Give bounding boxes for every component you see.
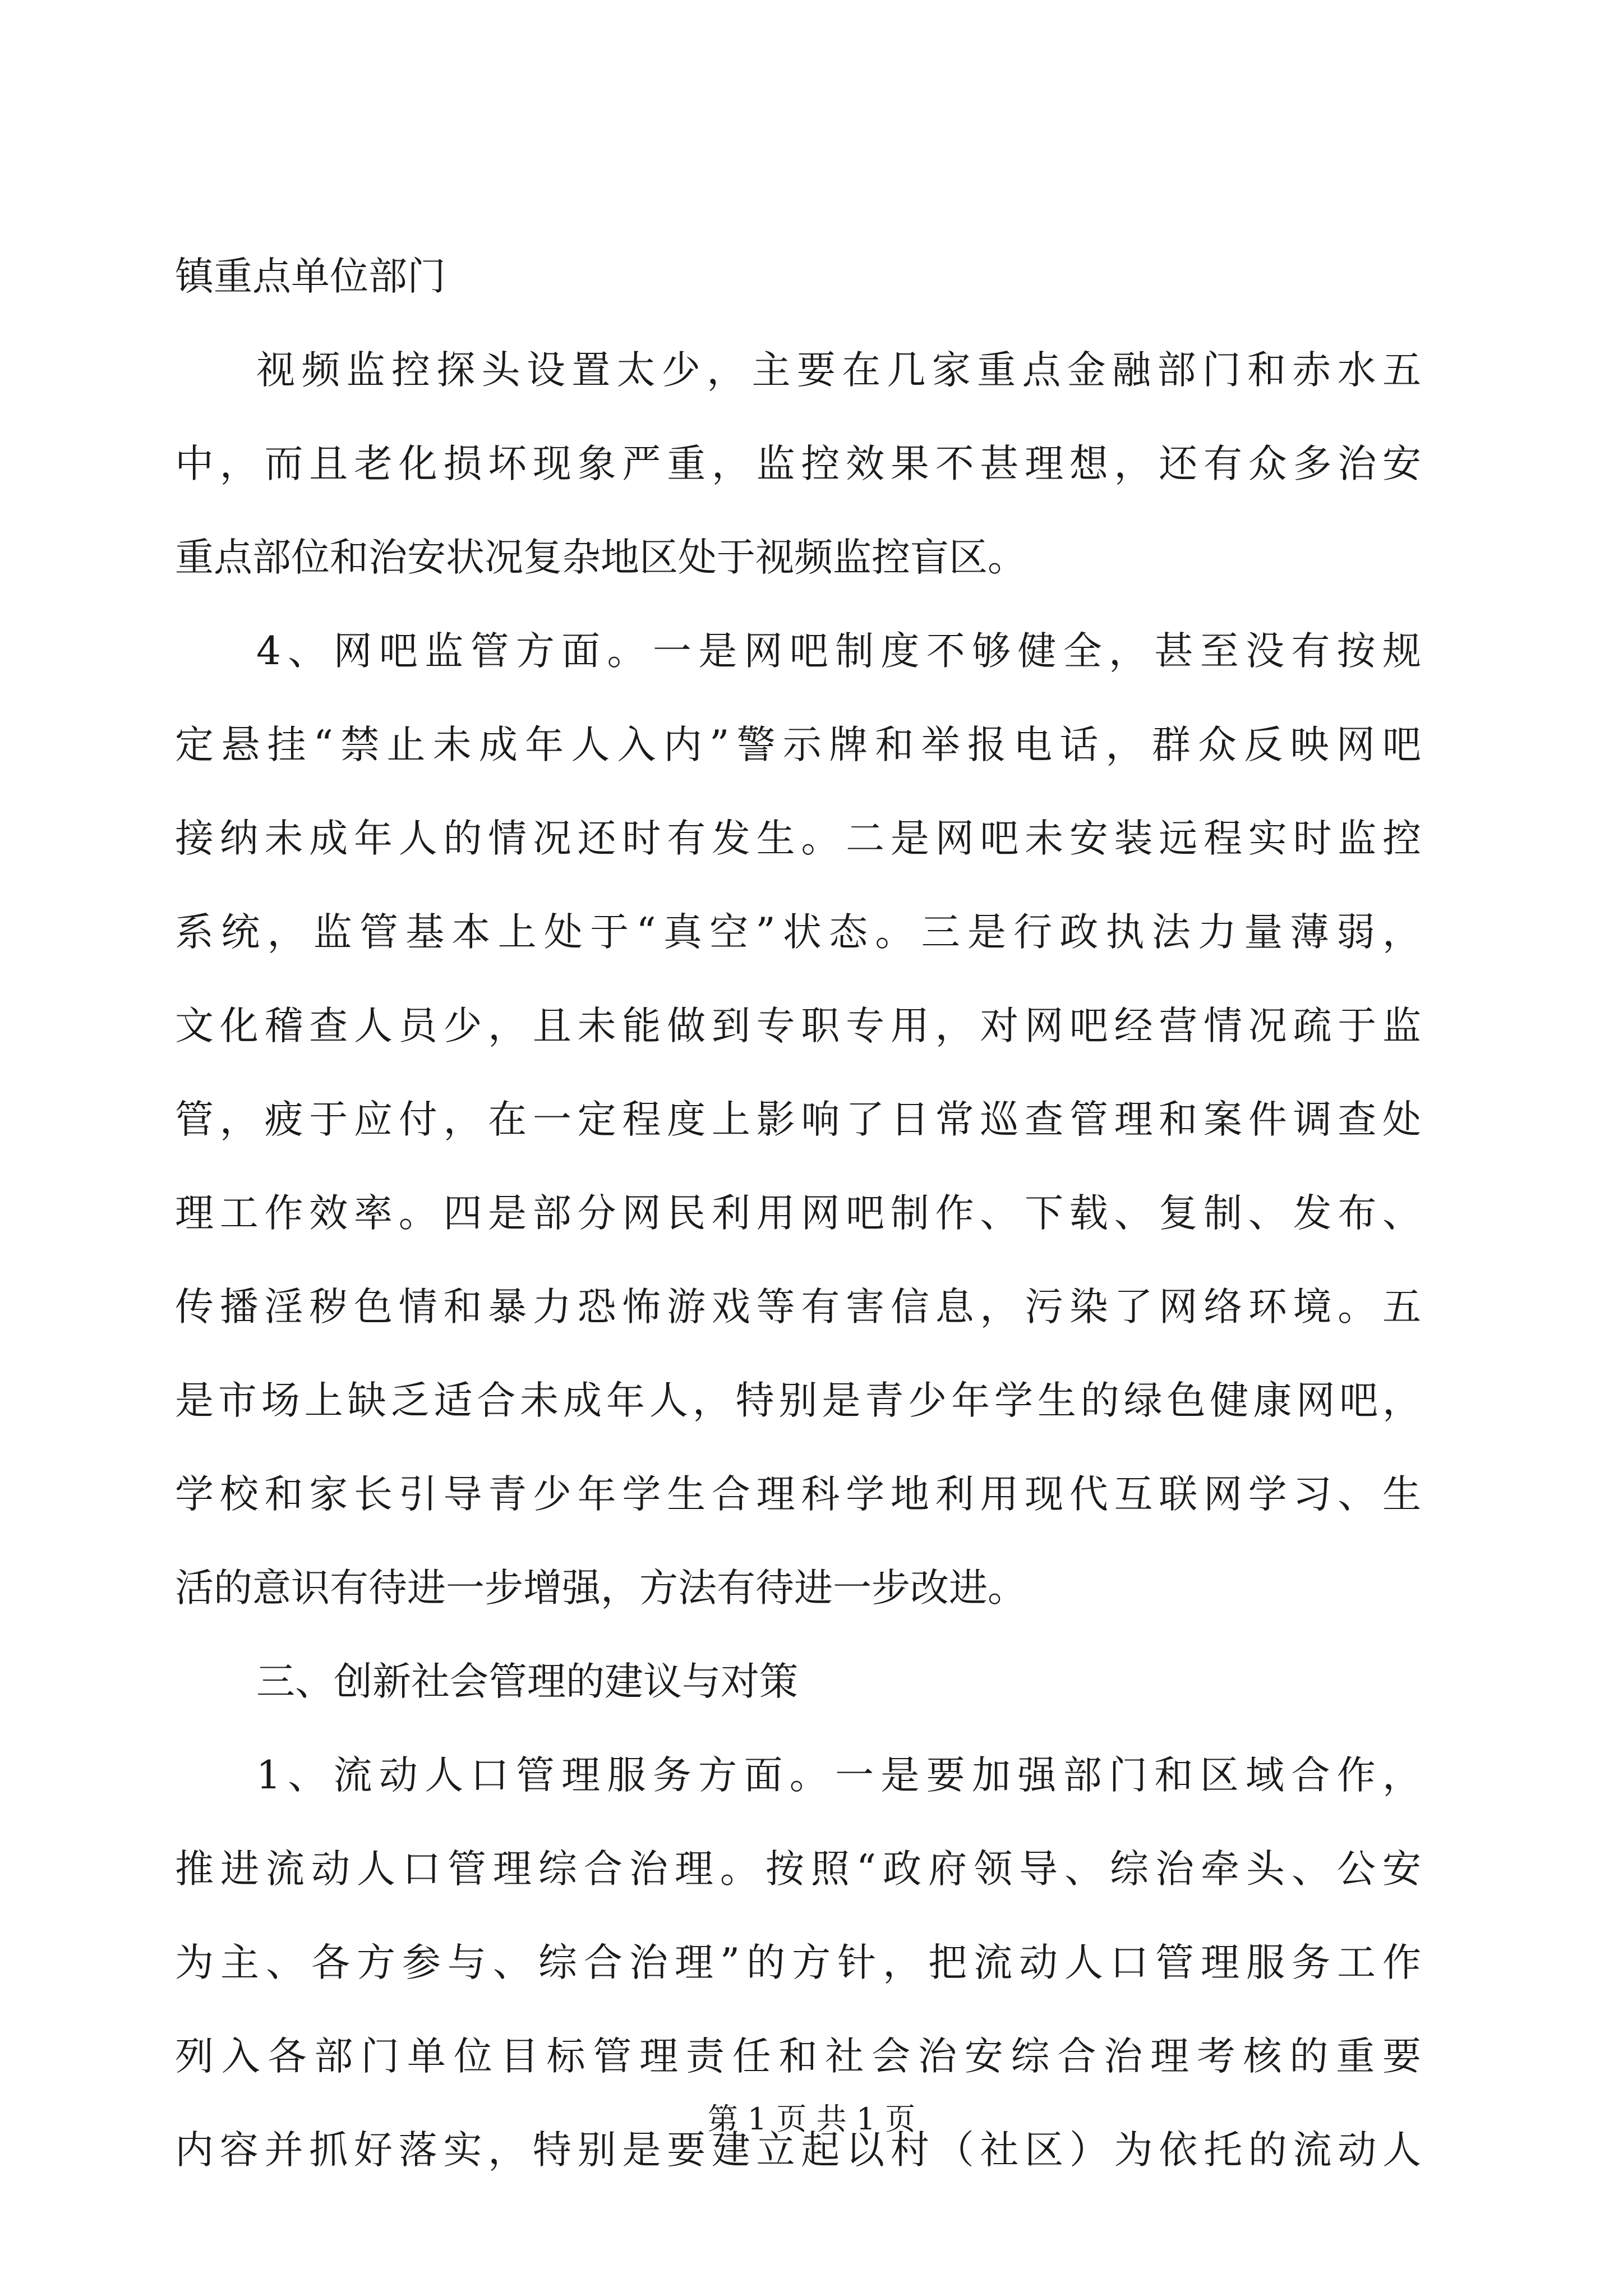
text-line: 推进流动人口管理综合治理。按照“政府领导、综治牵头、公安 [175, 1847, 1421, 1892]
text-line: 活的意识有待进一步增强，方法有待进一步改进。 [175, 1566, 1026, 1611]
page-footer [0, 2095, 1623, 2138]
text-line: 定悬挂“禁止未成年人入内”警示牌和举报电话，群众反映网吧 [175, 723, 1421, 767]
text-line: 镇重点单位部门 [175, 254, 446, 299]
text-line: 学校和家长引导青少年学生合理科学地利用现代互联网学习、生 [175, 1472, 1421, 1517]
text-line: 系统，监管基本上处于“真空”状态。三是行政执法力量薄弱， [175, 910, 1421, 955]
text-line: 传播淫秽色情和暴力恐怖游戏等有害信息，污染了网络环境。五 [175, 1285, 1421, 1329]
text-line: 管，疲于应付，在一定程度上影响了日常巡查管理和案件调查处 [175, 1097, 1421, 1142]
text-line: 1、流动人口管理服务方面。一是要加强部门和区域合作， [256, 1753, 1421, 1798]
text-line: 为主、各方参与、综合治理”的方针，把流动人口管理服务工作 [175, 1940, 1421, 1985]
section-heading: 三、创新社会管理的建议与对策 [256, 1659, 798, 1704]
text-line: 理工作效率。四是部分网民利用网吧制作、下载、复制、发布、 [175, 1191, 1421, 1236]
text-line: 中，而且老化损坏现象严重，监控效果不甚理想，还有众多治安 [175, 441, 1421, 486]
document-body [175, 230, 1421, 2197]
text-line: 内容并抓好落实，特别是要建立起以村（社区）为依托的流动人 [175, 2128, 1421, 2173]
text-line: 接纳未成年人的情况还时有发生。二是网吧未安装远程实时监控 [175, 816, 1421, 861]
text-line: 视频监控探头设置太少，主要在几家重点金融部门和赤水五 [256, 348, 1421, 393]
text-line: 列入各部门单位目标管理责任和社会治安综合治理考核的重要 [175, 2034, 1421, 2079]
text-line: 文化稽查人员少，且未能做到专职专用，对网吧经营情况疏于监 [175, 1004, 1421, 1048]
text-line: 重点部位和治安状况复杂地区处于视频监控盲区。 [175, 535, 1026, 580]
text-line: 4、网吧监管方面。一是网吧制度不够健全，甚至没有按规 [256, 629, 1421, 674]
page-number-label: 第 1 页 共 1 页 [707, 2101, 916, 2137]
text-line: 是市场上缺乏适合未成年人，特别是青少年学生的绿色健康网吧， [175, 1378, 1421, 1423]
